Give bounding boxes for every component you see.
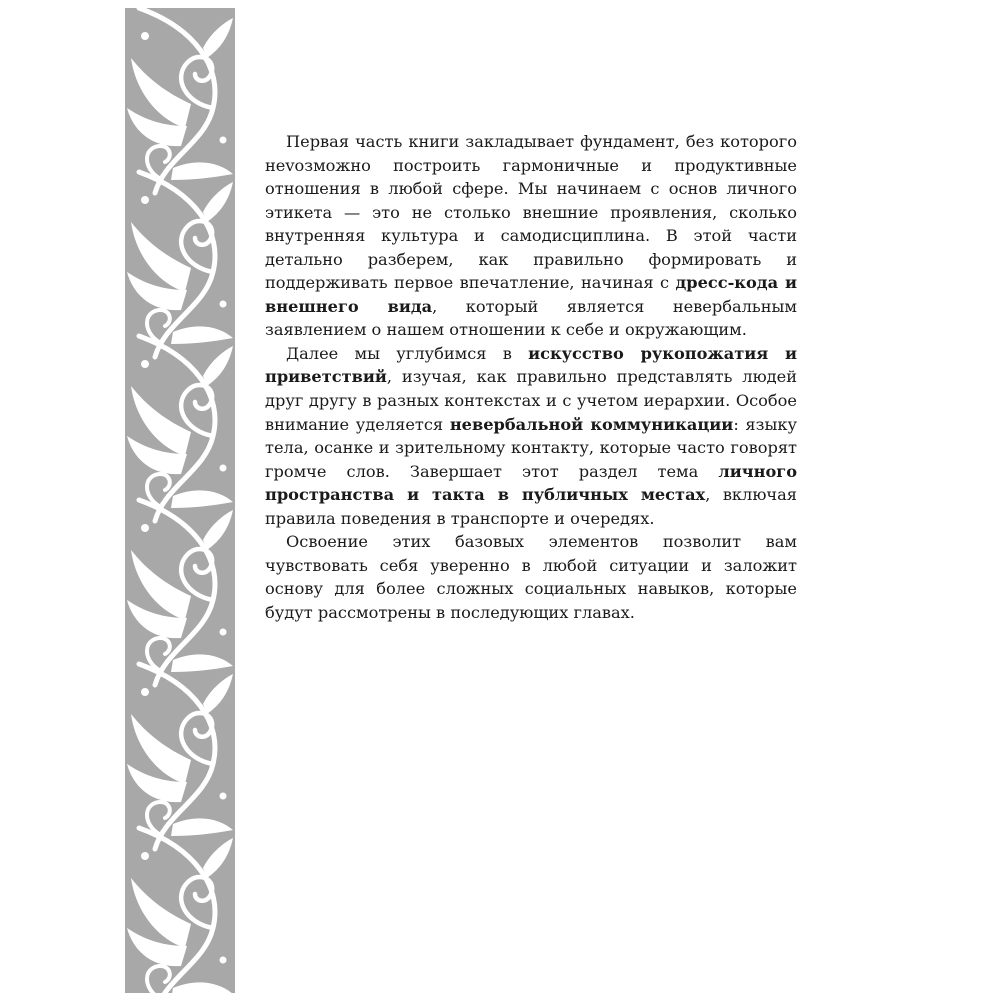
paragraph-2-text-1: Далее мы углубимся в (286, 343, 529, 363)
paragraph-2-text-2: , изучая, как правильно представлять людей друг другу в разных контекстах и с учетом иерархии. Особое внимание уделяется (265, 367, 797, 434)
paragraph-1-text-1: Первая часть книги закладывает фундамент, без которого неvозможно построить гармоничные и продуктивные отношения в любой сфере. Мы начинаем с основ личного этикета — это не столько внешние проявления, сколько внутренняя культура и самодисциплина. В этой части детально разберем, как правильно формировать и поддерживать первое впечатление, начиная с (265, 132, 797, 293)
paragraph-2-bold-2: невербальной коммуникации (449, 414, 734, 434)
paragraph-2-bold-1: искусство рукопожатия и приветствий (265, 343, 797, 387)
paragraph-2-text-3: : языку тела, осанке и зрительному контакту, которые часто говорят громче слов. Завершает этот раздел тема (265, 414, 798, 481)
floral-scroll-ornament-icon (125, 8, 235, 993)
paragraph-2 (265, 342, 797, 530)
paragraph-1-text-2: , который является невербальным заявлением о нашем отношении к себе и окружающим. (265, 296, 797, 340)
paragraph-1-bold-1: дресс-кода и внешнего вида (265, 273, 797, 316)
paragraph-3-text-1: Освоение этих базовых элементов позволит вам чувствовать себя уверенно в любой ситуации и заложит основу для более сложных социальных навыков, которые будут рассмотрены в последующих главах. (265, 532, 797, 622)
paragraph-2-text-4: , включая правила поведения в транспорте и очередях. (265, 485, 797, 528)
paragraph-2-bold-3: личного пространства и такта в публичных местах (265, 461, 797, 505)
paragraph-1 (265, 130, 797, 342)
body-text (265, 130, 797, 624)
paragraph-3 (265, 530, 797, 624)
ornamental-border (125, 8, 235, 993)
